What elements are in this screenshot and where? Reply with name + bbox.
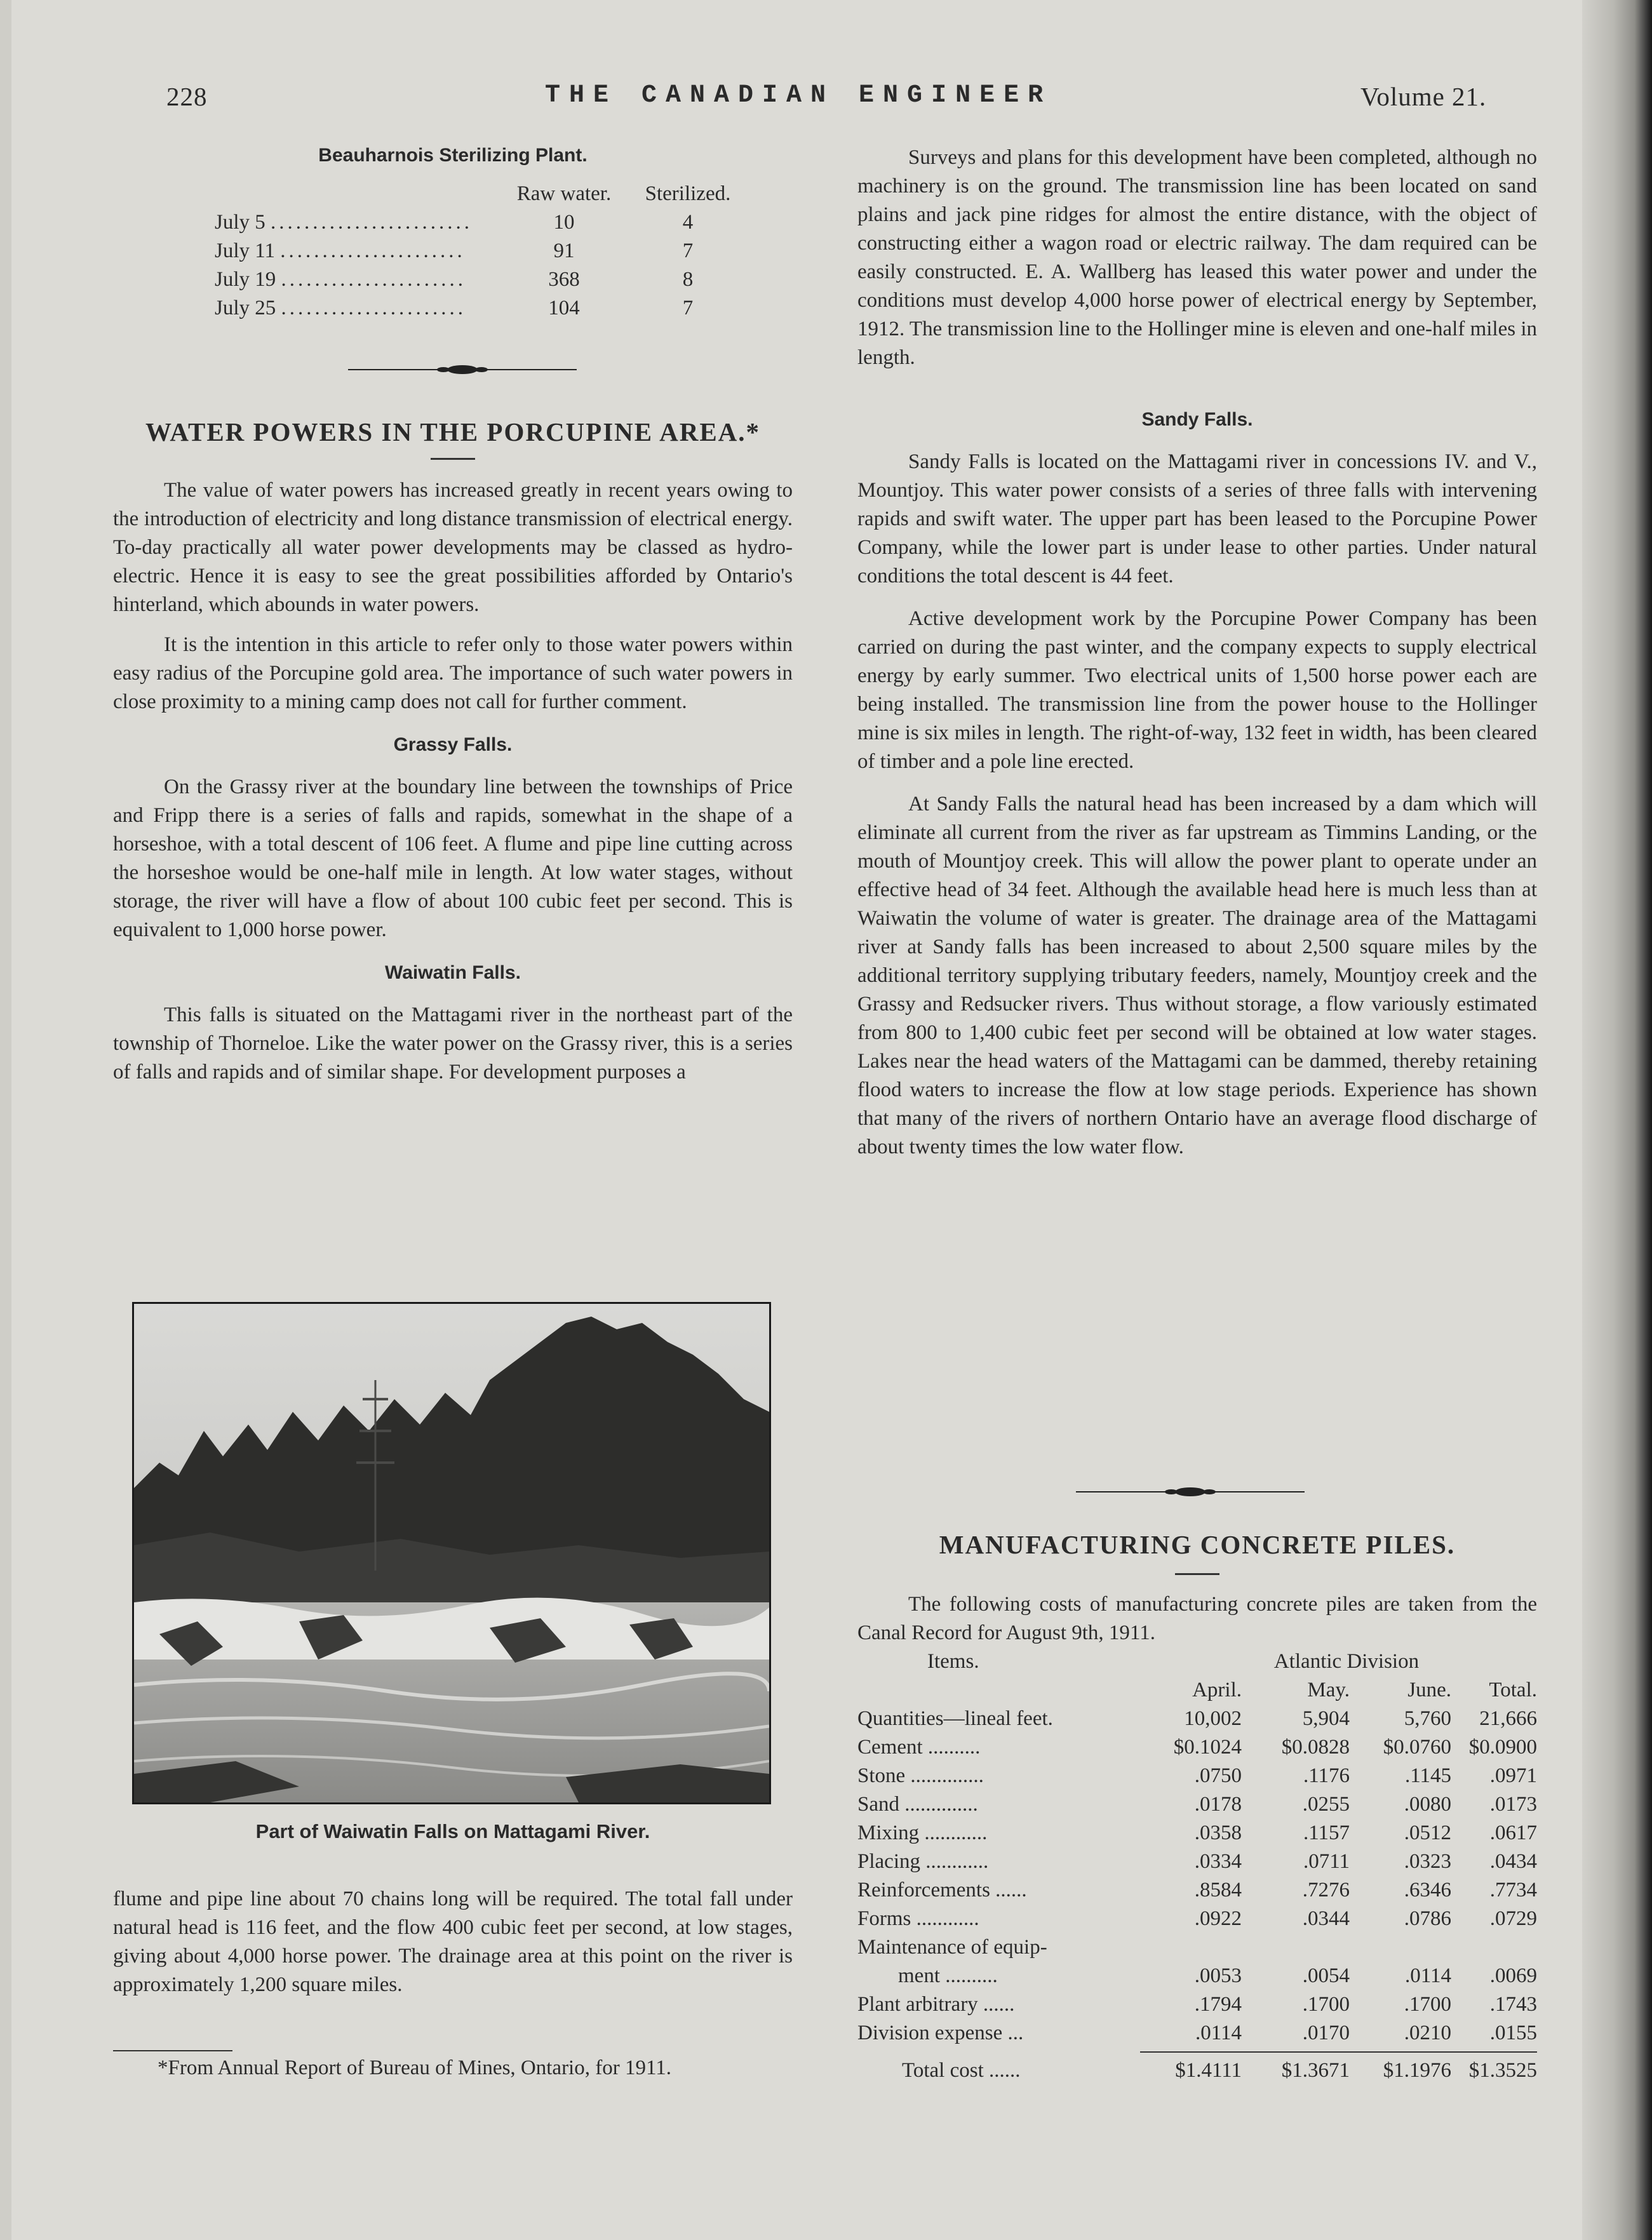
row-april: .0750 bbox=[1194, 1764, 1242, 1787]
page-number: 228 bbox=[166, 82, 208, 111]
row-may: .0711 bbox=[1303, 1850, 1350, 1873]
paragraph: It is the intention in this article to refer only to those water powers within easy radius of the Porcupine gold area. The importance of such water powers in close proximity to a mining camp does not call for further comment. bbox=[113, 633, 793, 713]
page-edge bbox=[0, 0, 11, 2240]
waiwatin-falls-photo bbox=[132, 1302, 771, 1804]
row-may: .0255 bbox=[1302, 1793, 1350, 1816]
row-sterilized: 8 bbox=[682, 268, 694, 291]
row-total bbox=[1451, 1933, 1537, 1962]
ornamental-divider bbox=[348, 362, 577, 377]
row-june: $0.0760 bbox=[1383, 1736, 1451, 1759]
footnote-rule bbox=[113, 2050, 232, 2051]
row-may: .0054 bbox=[1302, 1964, 1350, 1987]
table-row: July 25 ...................... 104 7 bbox=[215, 294, 742, 323]
row-item: ment .......... bbox=[898, 1964, 998, 1987]
paragraph: At Sandy Falls the natural head has been increased by a dam which will eliminate all current from the river as far upstream as Timmins Landing, or the mouth of Mountjoy creek. This will allow the power plant to operate under an effective head of 34 feet. Although the available head here is much less than at Waiwatin the volume of water is greater. The drainage area of the Mattagami river at Sandy falls has been increased to about 2,500 square miles by the additional territory supplying tributary feeders, namely, Mountjoy creek and the Grassy and Redsucker rivers. Thus without storage, a flow variously estimated from 800 to 1,400 cubic feet per second will be obtained at low water stages. Lakes near the head waters of the Mattagami can be dammed, thereby retaining flood waters to increase the flow at low stage periods. Experience has shown that many of the rivers of northern Ontario have an average flood discharge of about twenty times the low water flow. bbox=[857, 793, 1537, 1158]
row-april: .0053 bbox=[1194, 1964, 1242, 1987]
row-total: .0434 bbox=[1489, 1850, 1537, 1873]
table-row: July 19 ...................... 368 8 bbox=[215, 265, 742, 294]
water-powers-article-right bbox=[857, 144, 1537, 1162]
subheading-sandy-falls: Sandy Falls. bbox=[1141, 409, 1253, 430]
row-sterilized: 4 bbox=[682, 211, 694, 234]
row-june: .1700 bbox=[1404, 1993, 1451, 2016]
row-may: .1700 bbox=[1302, 1993, 1350, 2016]
table-row bbox=[857, 1876, 1537, 1905]
row-item: Forms ............ bbox=[857, 1907, 979, 1930]
table-row bbox=[857, 1905, 1537, 1933]
row-total: .0617 bbox=[1489, 1821, 1537, 1844]
row-item: Reinforcements ...... bbox=[857, 1879, 1027, 1901]
water-powers-article-left bbox=[113, 418, 793, 1087]
paragraph: This falls is situated on the Mattagami river in the northeast part of the township of Thorneloe. Like the water power on the Grassy river, this is a series of falls and rapids and of similar shape. For development purposes a bbox=[113, 1003, 793, 1083]
row-may: .0170 bbox=[1302, 2022, 1350, 2044]
row-may: 5,904 bbox=[1302, 1707, 1350, 1730]
row-april: $0.1024 bbox=[1173, 1736, 1242, 1759]
table-row: July 5 ........................ 10 4 bbox=[215, 208, 742, 237]
row-raw: 368 bbox=[548, 268, 580, 291]
total-june: $1.1976 bbox=[1383, 2059, 1451, 2082]
row-june: .0786 bbox=[1404, 1907, 1451, 1930]
row-sterilized: 7 bbox=[682, 239, 694, 262]
col-items: Items. bbox=[927, 1650, 979, 1673]
row-total: .0173 bbox=[1489, 1793, 1537, 1816]
photo-caption: Part of Waiwatin Falls on Mattagami River. bbox=[255, 1820, 650, 1842]
row-april: .1794 bbox=[1194, 1993, 1242, 2016]
row-total: .7734 bbox=[1489, 1879, 1537, 1901]
book-binding-shadow bbox=[1582, 0, 1652, 2240]
table-row bbox=[857, 2019, 1537, 2048]
table-row bbox=[857, 1819, 1537, 1848]
table-row bbox=[857, 1705, 1537, 1733]
row-may: .1157 bbox=[1303, 1821, 1350, 1844]
row-raw: 91 bbox=[553, 239, 575, 262]
paragraph: flume and pipe line about 70 chains long will be required. The total fall under natural head is 116 feet, and the flow 400 cubic feet per second, at low stages, giving about 4,000 horse power. The drainage area at this point on the river is approximately 1,200 square miles. bbox=[113, 1888, 793, 1996]
row-total: .0971 bbox=[1489, 1764, 1537, 1787]
concrete-piles-article bbox=[857, 1531, 1537, 2085]
row-june: .0210 bbox=[1404, 2022, 1451, 2044]
footnote: *From Annual Report of Bureau of Mines, Ontario, for 1911. bbox=[158, 2056, 671, 2079]
total-total: $1.3525 bbox=[1468, 2059, 1537, 2082]
row-raw: 10 bbox=[553, 211, 575, 234]
col-total: Total. bbox=[1489, 1679, 1537, 1701]
total-may: $1.3671 bbox=[1281, 2059, 1350, 2082]
table-row bbox=[857, 1848, 1537, 1876]
row-item: Division expense ... bbox=[857, 2022, 1024, 2044]
total-label: Total cost ...... bbox=[902, 2059, 1021, 2082]
row-date: July 11 bbox=[215, 239, 276, 262]
paragraph: The value of water powers has increased greatly in recent years owing to the introduction of electricity and long distance transmission of electrical energy. To-day practically all water power developments may be classed as hydro-electric. Hence it is easy to see the great possibilities afforded by Ontario's hinterland, which abounds in water powers. bbox=[113, 479, 793, 616]
row-may bbox=[1242, 1933, 1350, 1962]
row-total: .0155 bbox=[1489, 2022, 1537, 2044]
row-item: Cement .......... bbox=[857, 1736, 981, 1759]
row-april bbox=[1140, 1933, 1242, 1962]
row-june: .6346 bbox=[1404, 1879, 1451, 1901]
paragraph: Surveys and plans for this development have been completed, although no machinery is on the ground. The transmission line has been located on sand plains and jack pine ridges for almost the entire distance, with the object of constructing either a wagon road or electric railway. The dam required can be easily constructed. E. A. Wallberg has leased this water power and under the conditions must develop 4,000 horse power of electrical energy by September, 1912. The transmission line to the Hollinger mine is eleven and one-half miles in length. bbox=[857, 146, 1537, 369]
row-item: Stone .............. bbox=[857, 1764, 984, 1787]
article-title: WATER POWERS IN THE PORCUPINE AREA.* bbox=[145, 417, 761, 446]
beauharnois-title: Beauharnois Sterilizing Plant. bbox=[318, 145, 588, 166]
row-total: 21,666 bbox=[1479, 1707, 1537, 1730]
row-item: Mixing ............ bbox=[857, 1821, 988, 1844]
costs-table bbox=[857, 1647, 1537, 2085]
row-may: .1176 bbox=[1303, 1764, 1350, 1787]
subheading-waiwatin-falls: Waiwatin Falls. bbox=[385, 962, 521, 983]
table-header-row bbox=[857, 1647, 1537, 1676]
row-may: .7276 bbox=[1302, 1879, 1350, 1901]
paragraph: On the Grassy river at the boundary line between the townships of Price and Fripp there is a series of falls and rapids, somewhat in the shape of a horseshoe, with a total descent of 106 feet. A flume and pipe line cutting across the horseshoe would be one-half mile in length. At low water stages, without storage, the river will have a flow of about 100 cubic feet per second. This is equivalent to 1,000 horse power. bbox=[113, 775, 793, 941]
row-may: .0344 bbox=[1302, 1907, 1350, 1930]
table-row bbox=[857, 1733, 1537, 1762]
water-powers-article-left-continued bbox=[113, 1885, 793, 1999]
row-sterilized: 7 bbox=[682, 297, 694, 319]
row-april: .0922 bbox=[1194, 1907, 1242, 1930]
row-date: July 25 bbox=[215, 297, 276, 319]
table-header-row bbox=[215, 180, 742, 208]
table-row: July 11 ...................... 91 7 bbox=[215, 237, 742, 265]
division-label: Atlantic Division bbox=[1273, 1650, 1420, 1673]
row-total: .0069 bbox=[1489, 1964, 1537, 1987]
row-april: 10,002 bbox=[1184, 1707, 1242, 1730]
total-rule bbox=[1140, 2051, 1537, 2053]
row-raw: 104 bbox=[548, 297, 580, 319]
row-april: .8584 bbox=[1194, 1879, 1242, 1901]
journal-title: THE CANADIAN ENGINEER bbox=[545, 81, 1052, 110]
col-raw-water: Raw water. bbox=[516, 182, 612, 205]
col-may: May. bbox=[1307, 1679, 1350, 1701]
paragraph: Sandy Falls is located on the Mattagami river in concessions IV. and V., Mountjoy. This water power consists of a series of three falls with intervening rapids and swift water. The upper part has been leased to the Porcupine Power Company, while the lower part is under lease to other parties. Under natural conditions the total descent is 44 feet. bbox=[857, 450, 1537, 587]
row-item: Maintenance of equip- bbox=[857, 1936, 1047, 1959]
col-april: April. bbox=[1192, 1679, 1242, 1701]
row-june: .0080 bbox=[1404, 1793, 1451, 1816]
row-june: 5,760 bbox=[1404, 1707, 1451, 1730]
paragraph: The following costs of manufacturing concrete piles are taken from the Canal Record for August 9th, 1911. bbox=[857, 1593, 1537, 1644]
row-total: .1743 bbox=[1489, 1993, 1537, 2016]
row-april: .0178 bbox=[1194, 1793, 1242, 1816]
paragraph: Active development work by the Porcupine Power Company has been carried on during the past winter, and the company expects to supply electrical energy by early summer. Two electrical units of 1,500 horse power each are being installed. The transmission line from the power house to the Hollinger mine is six miles in length. The right-of-way, 132 feet in width, has been cleared of timber and a pole line erected. bbox=[857, 607, 1537, 773]
row-april: .0114 bbox=[1195, 2022, 1242, 2044]
article-title: MANUFACTURING CONCRETE PILES. bbox=[939, 1530, 1456, 1559]
table-row bbox=[857, 1962, 1537, 1990]
row-june bbox=[1350, 1933, 1451, 1962]
row-april: .0358 bbox=[1194, 1821, 1242, 1844]
row-item: Quantities—lineal feet. bbox=[857, 1707, 1053, 1730]
table-row bbox=[857, 1762, 1537, 1790]
row-june: .0323 bbox=[1404, 1850, 1451, 1873]
row-date: July 19 bbox=[215, 268, 276, 291]
row-june: .0512 bbox=[1404, 1821, 1451, 1844]
table-header-row bbox=[857, 1676, 1537, 1705]
total-row bbox=[857, 2056, 1537, 2085]
beauharnois-table bbox=[215, 180, 742, 323]
row-total: .0729 bbox=[1489, 1907, 1537, 1930]
total-rule-row bbox=[857, 2048, 1537, 2056]
subheading-grassy-falls: Grassy Falls. bbox=[393, 734, 513, 755]
row-date: July 5 bbox=[215, 211, 265, 234]
row-total: $0.0900 bbox=[1468, 1736, 1537, 1759]
row-item: Sand .............. bbox=[857, 1793, 978, 1816]
table-row bbox=[857, 1790, 1537, 1819]
table-row bbox=[857, 1990, 1537, 2019]
total-april: $1.4111 bbox=[1175, 2059, 1242, 2082]
row-may: $0.0828 bbox=[1281, 1736, 1350, 1759]
row-june: .1145 bbox=[1404, 1764, 1451, 1787]
row-item: Plant arbitrary ...... bbox=[857, 1993, 1015, 2016]
table-row bbox=[857, 1933, 1537, 1962]
row-june: .0114 bbox=[1404, 1964, 1451, 1987]
row-item: Placing ............ bbox=[857, 1850, 989, 1873]
beauharnois-section bbox=[113, 141, 793, 323]
col-june: June. bbox=[1407, 1679, 1451, 1701]
volume-label: Volume 21. bbox=[1360, 82, 1487, 111]
ornamental-divider bbox=[1076, 1484, 1305, 1499]
col-sterilized: Sterilized. bbox=[645, 182, 731, 205]
row-april: .0334 bbox=[1194, 1850, 1242, 1873]
